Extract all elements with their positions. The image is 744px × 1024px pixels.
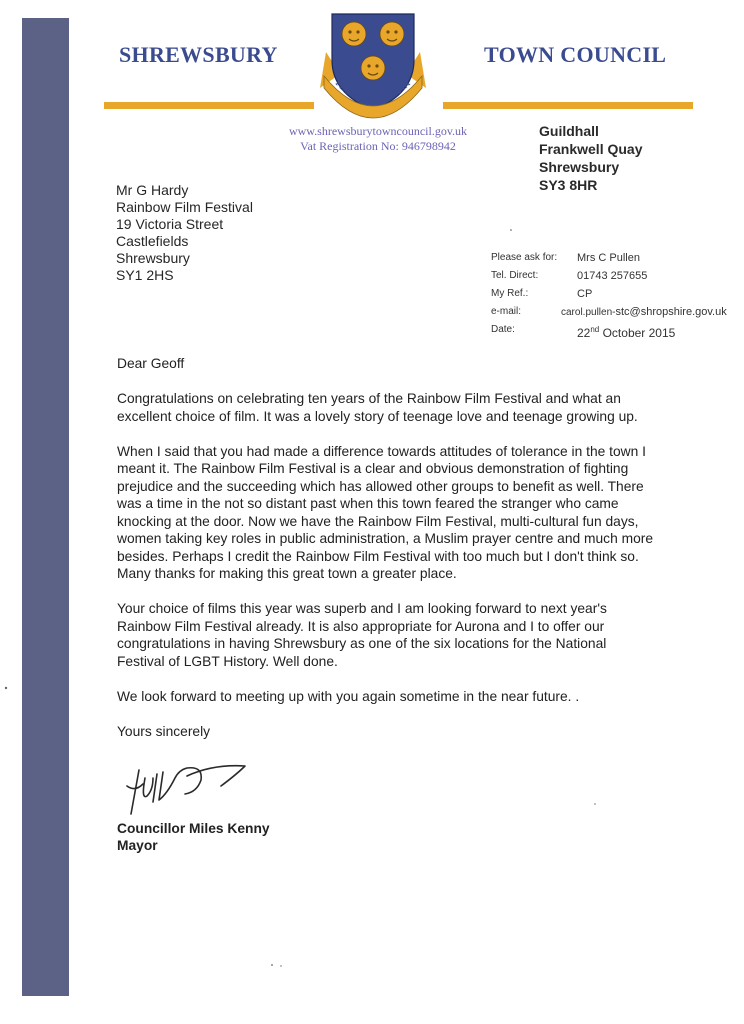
vat-registration: Vat Registration No: 946798942 — [300, 139, 456, 153]
recipient-line: Castlefields — [116, 233, 189, 249]
contact-value: 01743 257655 — [577, 270, 648, 282]
contact-value: Mrs C Pullen — [577, 252, 640, 264]
address-line: Guildhall — [539, 123, 599, 139]
signatory-name: Councillor Miles Kenny — [117, 821, 270, 836]
email-domain: stc@shropshire.gov.uk — [615, 306, 727, 318]
contact-label: e-mail: — [491, 306, 522, 317]
date-day: 22 — [577, 326, 591, 340]
address-line: SY3 8HR — [539, 177, 598, 193]
recipient-line: Shrewsbury — [116, 250, 190, 266]
body-paragraph: Your choice of films this year was superb and I am looking forward to next year's Rainbow Film Festival already. It is also appropriate for Aurona and I to offer our congratulations in having Shrewsbury as one of the six locations for the National Festival of LGBT History. Well done. — [117, 601, 607, 669]
contact-label: Please ask for: — [491, 252, 558, 263]
salutation: Dear Geoff — [117, 356, 185, 371]
body-paragraph: Congratulations on celebrating ten years of the Rainbow Film Festival and what an excellent choice of film. It was a lovely story of teenage love and teenage growing up. — [117, 391, 638, 424]
recipient-line: Rainbow Film Festival — [116, 199, 253, 215]
recipient-line: 19 Victoria Street — [116, 216, 224, 232]
letterhead-shrewsbury: SHREWSBURY — [119, 42, 278, 67]
email-user: carol.pullen- — [561, 307, 616, 318]
crest-motto: FLOREAT SALOPIA — [333, 77, 413, 106]
letterhead-town-council: TOWN COUNCIL — [484, 42, 667, 67]
date-rest: October 2015 — [599, 326, 676, 340]
address-line: Shrewsbury — [539, 159, 620, 175]
contact-label: My Ref.: — [491, 288, 529, 299]
signatory-title: Mayor — [117, 838, 158, 853]
recipient-line: Mr G Hardy — [116, 182, 189, 198]
contact-label: Date: — [491, 324, 515, 335]
date-suffix: nd — [590, 325, 600, 334]
closing: Yours sincerely — [117, 723, 211, 739]
contact-value: CP — [577, 288, 593, 300]
contact-label: Tel. Direct: — [491, 270, 539, 281]
recipient-line: SY1 2HS — [116, 267, 174, 283]
body-paragraph: We look forward to meeting up with you again sometime in the near future. . — [117, 688, 580, 704]
address-line: Frankwell Quay — [539, 141, 643, 157]
council-website: www.shrewsburytowncouncil.gov.uk — [288, 124, 468, 138]
body-paragraph: When I said that you had made a difference towards attitudes of tolerance in the town I meant it. The Rainbow Film Festival is a clear and obvious demonstration of fighting prejudice and the succeeding which has allowed other groups to benefit as well. There was a time in the not so distant past when this town feared the stranger who came knocking at the door. Now we have the Rainbow Film Festival, multi-cultural fun days, women taking key roles in public administration, a Muslim prayer centre and much more besides. Perhaps I credit the Rainbow Film Festival with too much but I don't think so. Many thanks for making this great town a greater place. — [117, 443, 654, 581]
